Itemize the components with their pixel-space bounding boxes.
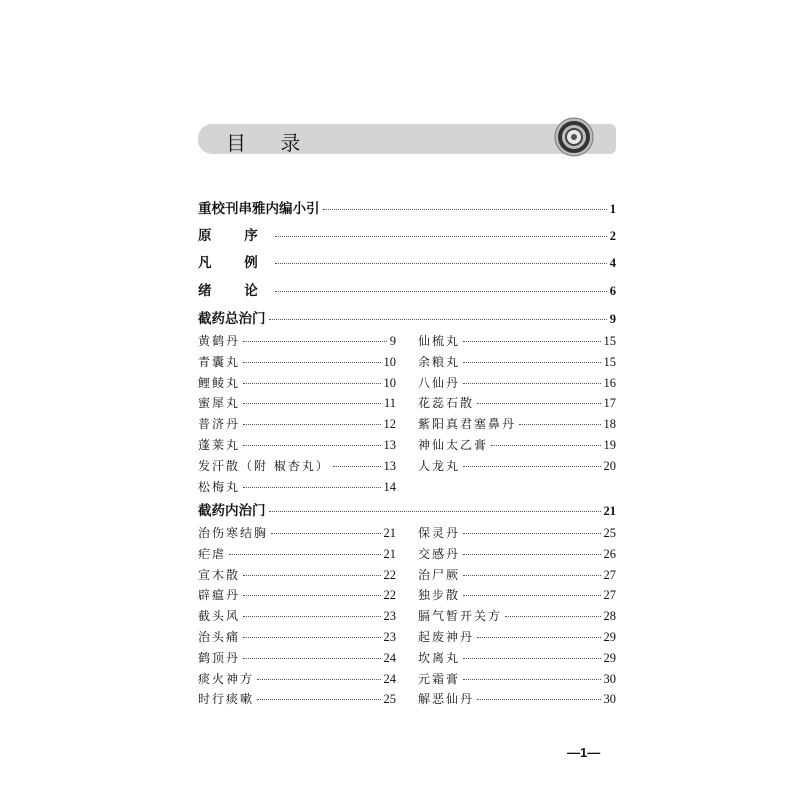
toc-entry-label: 解恶仙丹 xyxy=(418,692,475,707)
toc-entry-page: 17 xyxy=(603,396,616,411)
toc-entry-page: 22 xyxy=(383,567,396,582)
page-number: —1— xyxy=(567,745,601,760)
toc-entry-label: 疟虐 xyxy=(198,546,227,561)
toc-main-entry[interactable] xyxy=(198,283,616,299)
dot-leader xyxy=(463,575,600,576)
dot-leader xyxy=(243,637,380,638)
dot-leader xyxy=(269,319,607,320)
toc-entry-page: 15 xyxy=(603,334,616,348)
toc-entry[interactable] xyxy=(418,354,616,370)
toc-entry[interactable] xyxy=(198,479,396,495)
toc-entry-label: 余粮丸 xyxy=(418,354,461,369)
toc-entry[interactable] xyxy=(198,354,396,370)
toc-entry-label: 辟瘟丹 xyxy=(198,588,241,603)
dot-leader xyxy=(477,403,600,404)
toc-entry[interactable] xyxy=(198,671,396,687)
toc-entry[interactable] xyxy=(198,525,396,541)
dot-leader xyxy=(477,699,600,700)
dot-leader xyxy=(463,595,600,596)
toc-entry-label: 神仙太乙膏 xyxy=(418,438,489,452)
toc-entry-page: 16 xyxy=(603,375,616,390)
toc-entry-label: 绪 论 xyxy=(198,283,272,299)
toc-entry[interactable] xyxy=(198,546,396,562)
toc-entry-page: 23 xyxy=(383,630,396,644)
toc-entry-page: 13 xyxy=(383,458,396,473)
toc-entry[interactable] xyxy=(418,691,616,707)
dot-leader xyxy=(463,679,600,680)
dot-leader xyxy=(243,424,380,425)
dot-leader xyxy=(463,658,600,659)
toc-entry[interactable] xyxy=(418,671,616,687)
toc-entry-page: 24 xyxy=(383,650,396,665)
toc-entry-page: 13 xyxy=(383,438,396,452)
dot-leader xyxy=(463,362,600,363)
toc-entry-page: 15 xyxy=(603,354,616,369)
dot-leader xyxy=(491,445,600,446)
toc-main-entry[interactable] xyxy=(198,255,616,271)
toc-entry-page: 18 xyxy=(603,417,616,432)
toc-entry-page: 21 xyxy=(603,504,616,518)
toc-entry-label: 保灵丹 xyxy=(418,526,461,540)
dot-leader xyxy=(463,554,600,555)
toc-entry-page: 9 xyxy=(609,312,616,326)
dot-leader xyxy=(229,554,380,555)
toc-entry-page: 2 xyxy=(609,229,616,243)
toc-entry-page: 29 xyxy=(603,650,616,665)
toc-section-heading[interactable] xyxy=(198,503,616,519)
toc-entry-label: 原 序 xyxy=(198,228,272,244)
toc-entry-page: 25 xyxy=(383,692,396,707)
toc-entry-label: 截药总治门 xyxy=(198,311,266,327)
toc-entry-label: 宣木散 xyxy=(198,567,241,582)
toc-entry-label: 起废神丹 xyxy=(418,630,475,644)
toc-entry-page: 11 xyxy=(383,396,396,411)
dot-leader xyxy=(243,362,380,363)
toc-header-bar xyxy=(198,124,616,154)
toc-entry-page: 22 xyxy=(383,588,396,603)
toc-entry[interactable] xyxy=(418,395,616,411)
dot-leader xyxy=(269,511,601,512)
toc-entry[interactable] xyxy=(198,458,396,474)
toc-entry-label: 坎离丸 xyxy=(418,650,461,665)
toc-entry-label: 松梅丸 xyxy=(198,479,241,494)
dot-leader xyxy=(463,466,600,467)
dot-leader xyxy=(463,341,600,342)
toc-entry[interactable] xyxy=(198,650,396,666)
toc-entry-page: 12 xyxy=(383,417,396,432)
toc-entry-label: 时行痰嗽 xyxy=(198,692,255,707)
toc-entry-label: 青囊丸 xyxy=(198,354,241,369)
toc-entry-label: 治尸厥 xyxy=(418,567,461,582)
toc-entry-page: 14 xyxy=(383,479,396,494)
toc-entry-label: 截药内治门 xyxy=(198,503,266,519)
toc-entry-label: 人龙丸 xyxy=(418,458,461,473)
dot-leader xyxy=(243,658,380,659)
toc-entry-label: 蓬莱丸 xyxy=(198,438,241,452)
dot-leader xyxy=(505,616,600,617)
toc-entry-page: 6 xyxy=(609,284,616,298)
toc-entry[interactable] xyxy=(418,587,616,603)
toc-entry-page: 9 xyxy=(389,334,396,348)
toc-entry-label: 重校刊串雅内编小引 xyxy=(198,201,320,217)
toc-entry[interactable] xyxy=(198,567,396,583)
toc-entry-page: 24 xyxy=(383,671,396,686)
toc-entry-page: 30 xyxy=(603,692,616,707)
toc-entry[interactable] xyxy=(418,416,616,432)
toc-entry-label: 黄鹤丹 xyxy=(198,334,241,348)
toc-entry[interactable] xyxy=(418,650,616,666)
dot-leader xyxy=(519,424,600,425)
dot-leader xyxy=(243,383,380,384)
toc-entry[interactable] xyxy=(418,567,616,583)
toc-entry[interactable] xyxy=(418,375,616,391)
toc-entry-label: 花蕊石散 xyxy=(418,396,475,411)
toc-entry[interactable] xyxy=(198,691,396,707)
toc-entry-page: 29 xyxy=(603,630,616,644)
toc-entry-label: 普济丹 xyxy=(198,417,241,432)
dot-leader xyxy=(271,533,380,534)
toc-main-entry[interactable] xyxy=(198,228,616,244)
toc-entry-label: 蜜犀丸 xyxy=(198,396,241,411)
toc-entry[interactable] xyxy=(418,546,616,562)
toc-main-entry[interactable] xyxy=(198,201,616,217)
toc-entry[interactable] xyxy=(198,587,396,603)
toc-section-heading[interactable] xyxy=(198,311,616,327)
toc-entry[interactable] xyxy=(198,375,396,391)
toc-entry-label: 交感丹 xyxy=(418,546,461,561)
toc-entry-label: 膈气暂开关方 xyxy=(418,609,503,624)
toc-entry[interactable] xyxy=(198,437,396,453)
dot-leader xyxy=(243,575,380,576)
toc-entry-label: 仙梳丸 xyxy=(418,334,461,348)
disc-emblem-icon xyxy=(554,117,594,157)
toc-entry-label: 截头风 xyxy=(198,609,241,624)
toc-entry-label: 鹤顶丹 xyxy=(198,650,241,665)
toc-entry[interactable] xyxy=(418,629,616,645)
toc-entry[interactable] xyxy=(198,333,396,349)
dot-leader xyxy=(275,263,607,264)
dot-leader xyxy=(243,487,380,488)
toc-entry[interactable] xyxy=(418,333,616,349)
toc-entry-page: 10 xyxy=(383,375,396,390)
toc-entry[interactable] xyxy=(198,395,396,411)
dot-leader xyxy=(323,209,607,210)
dot-leader xyxy=(275,291,607,292)
toc-entry[interactable] xyxy=(198,416,396,432)
toc-entry-label: 独步散 xyxy=(418,588,461,603)
toc-entry-page: 23 xyxy=(383,609,396,624)
toc-entry-page: 27 xyxy=(603,588,616,603)
toc-entry-label: 发汗散（附 椒杏丸） xyxy=(198,458,330,473)
dot-leader xyxy=(463,383,600,384)
dot-leader xyxy=(243,595,380,596)
dot-leader xyxy=(243,341,387,342)
toc-entry-page: 25 xyxy=(603,526,616,540)
toc-entry-label: 治伤寒结胸 xyxy=(198,526,269,540)
toc-entry-page: 30 xyxy=(603,671,616,686)
toc-entry[interactable] xyxy=(198,629,396,645)
toc-entry-page: 20 xyxy=(603,458,616,473)
toc-entry-label: 凡 例 xyxy=(198,255,272,271)
toc-entry-label: 痰火神方 xyxy=(198,671,255,686)
toc-entry-label: 元霜膏 xyxy=(418,671,461,686)
toc-entry[interactable] xyxy=(418,437,616,453)
dot-leader xyxy=(257,699,380,700)
dot-leader xyxy=(243,403,381,404)
toc-entry-page: 21 xyxy=(383,526,396,540)
toc-entry-page: 19 xyxy=(603,438,616,452)
toc-entry-page: 26 xyxy=(603,546,616,561)
toc-entry-page: 21 xyxy=(383,546,396,561)
toc-entry-label: 八仙丹 xyxy=(418,375,461,390)
dot-leader xyxy=(477,637,600,638)
toc-entry-label: 紫阳真君塞鼻丹 xyxy=(418,417,517,432)
toc-entry[interactable] xyxy=(418,458,616,474)
toc-entry[interactable] xyxy=(418,608,616,624)
toc-entry-page: 1 xyxy=(609,202,616,216)
toc-entry-page: 27 xyxy=(603,567,616,582)
toc-entry-label: 治头痛 xyxy=(198,630,241,644)
dot-leader xyxy=(257,679,380,680)
toc-entry[interactable] xyxy=(418,525,616,541)
toc-entry-page: 4 xyxy=(609,256,616,270)
toc-entry-page: 28 xyxy=(603,609,616,624)
dot-leader xyxy=(333,466,381,467)
toc-entry[interactable] xyxy=(198,608,396,624)
toc-entry-page: 10 xyxy=(383,354,396,369)
dot-leader xyxy=(243,445,380,446)
page-title: 目 录 xyxy=(226,131,315,155)
toc-entry-label: 鲤鲮丸 xyxy=(198,375,241,390)
dot-leader xyxy=(275,236,607,237)
dot-leader xyxy=(463,533,600,534)
dot-leader xyxy=(243,616,380,617)
